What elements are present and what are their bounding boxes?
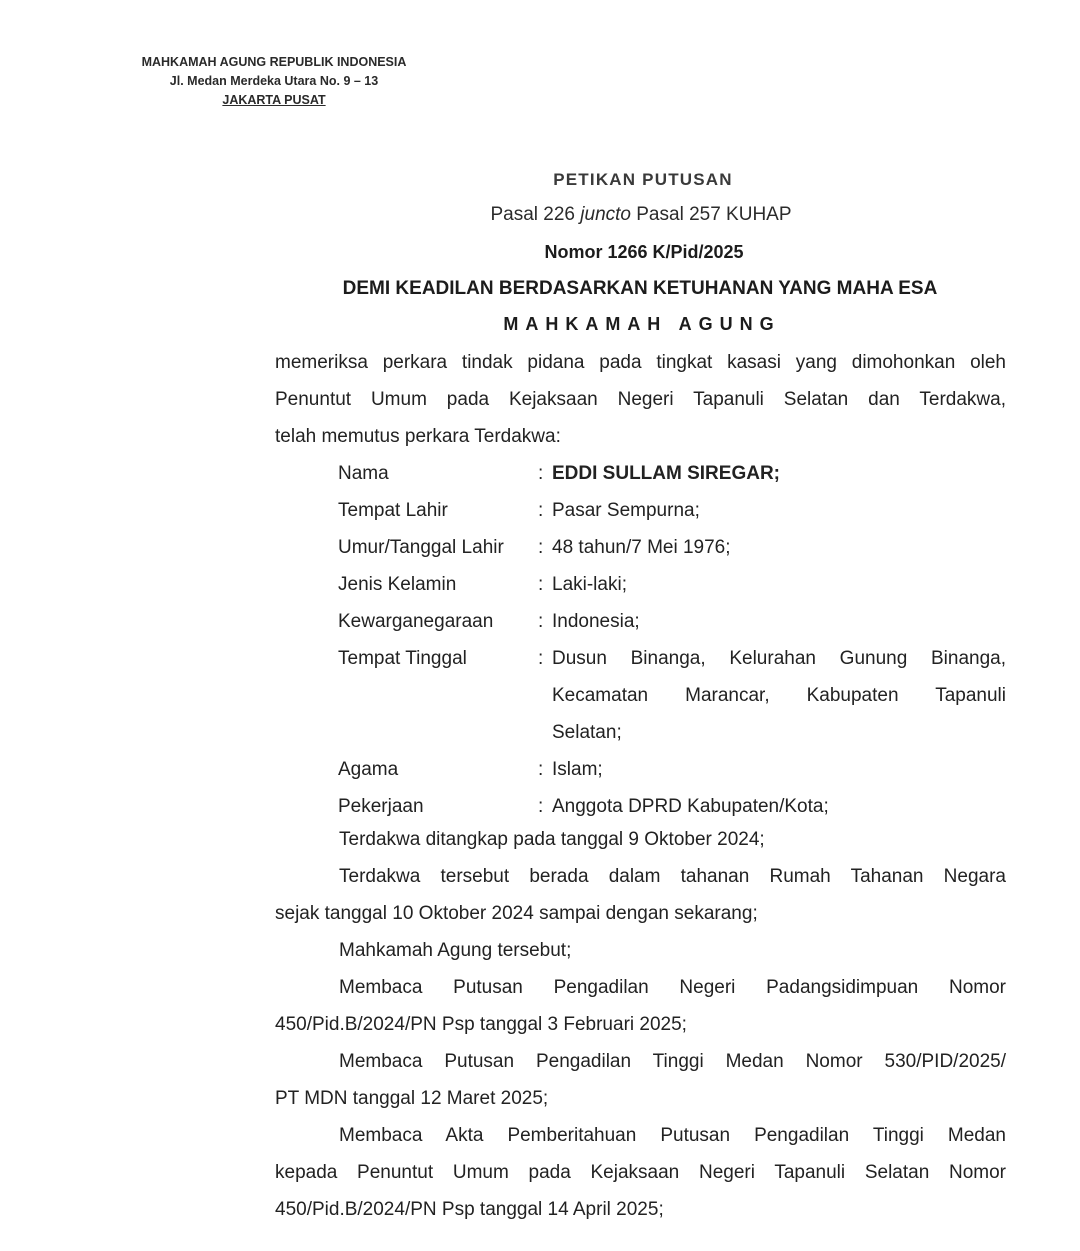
identity-row-citizenship xyxy=(338,603,1006,640)
reading-1-line-1: Membaca Putusan Pengadilan Negeri Padangsidimpuan Nomor xyxy=(339,977,1006,998)
letterhead-address: Jl. Medan Merdeka Utara No. 9 – 13 xyxy=(169,74,379,88)
reading-2-line-1: Membaca Putusan Pengadilan Tinggi Medan Nomor 530/PID/2025/ xyxy=(339,1051,1006,1072)
legal-basis xyxy=(101,204,1080,226)
identity-label: Agama xyxy=(338,759,399,780)
court-reference: Mahkamah Agung tersebut; xyxy=(339,940,572,961)
case-number: Nomor 1266 K/Pid/2025 xyxy=(544,242,744,262)
residence-line-1: Dusun Binanga, Kelurahan Gunung Binanga, xyxy=(552,648,1006,669)
intro-paragraph xyxy=(275,344,1006,455)
identity-colon: : xyxy=(538,648,544,669)
identity-value: 48 tahun/7 Mei 1976; xyxy=(552,537,731,558)
identity-row-occupation xyxy=(338,788,1006,825)
identity-value: Anggota DPRD Kabupaten/Kota; xyxy=(552,796,829,817)
identity-row-age xyxy=(338,529,1006,566)
identity-value: Islam; xyxy=(552,759,603,780)
identity-row-birthplace xyxy=(338,492,1006,529)
identity-label: Tempat Lahir xyxy=(338,500,448,521)
identity-colon: : xyxy=(538,759,544,780)
identity-row-religion xyxy=(338,751,1006,788)
identity-label: Kewarganegaraan xyxy=(338,611,494,632)
identity-colon: : xyxy=(538,463,544,484)
identity-colon: : xyxy=(538,574,544,595)
defendant-identity xyxy=(338,455,1006,825)
identity-value: Indonesia; xyxy=(552,611,640,632)
legal-basis-juncto: juncto xyxy=(580,204,631,225)
identity-colon: : xyxy=(538,796,544,817)
identity-colon: : xyxy=(538,611,544,632)
identity-value: Pasar Sempurna; xyxy=(552,500,700,521)
identity-value-residence xyxy=(552,640,1006,751)
identity-label: Tempat Tinggal xyxy=(338,648,467,669)
detention-line-1: Terdakwa tersebut berada dalam tahanan Rumah Tahanan Negara xyxy=(339,866,1006,887)
reading-3-line-2: kepada Penuntut Umum pada Kejaksaan Negeri Tapanuli Selatan Nomor xyxy=(275,1162,1006,1183)
justice-invocation: DEMI KEADILAN BERDASARKAN KETUHANAN YANG MAHA ESA xyxy=(342,278,938,299)
identity-row-residence xyxy=(338,640,1006,751)
identity-row-name xyxy=(338,455,1006,492)
reading-2-line-2: PT MDN tanggal 12 Maret 2025; xyxy=(275,1088,549,1109)
residence-line-3: Selatan; xyxy=(552,722,622,743)
court-name: MAHKAMAH AGUNG xyxy=(503,314,781,334)
document-title: PETIKAN PUTUSAN xyxy=(553,170,733,189)
letterhead-institution: MAHKAMAH AGUNG REPUBLIK INDONESIA xyxy=(141,55,407,69)
identity-value: Laki-laki; xyxy=(552,574,627,595)
legal-basis-pre: Pasal 226 xyxy=(490,204,581,225)
body-paragraphs xyxy=(275,821,1006,1228)
identity-row-sex xyxy=(338,566,1006,603)
reading-1-line-2: 450/Pid.B/2024/PN Psp tanggal 3 Februari 2025; xyxy=(275,1014,687,1035)
arrest-line: Terdakwa ditangkap pada tanggal 9 Oktober 2024; xyxy=(339,829,765,850)
reading-3-line-1: Membaca Akta Pemberitahuan Putusan Pengadilan Tinggi Medan xyxy=(339,1125,1006,1146)
intro-line-3: telah memutus perkara Terdakwa: xyxy=(275,426,561,447)
letterhead xyxy=(116,53,432,110)
identity-label: Jenis Kelamin xyxy=(338,574,457,595)
identity-label: Pekerjaan xyxy=(338,796,424,817)
reading-3-line-3: 450/Pid.B/2024/PN Psp tanggal 14 April 2025; xyxy=(275,1199,664,1220)
intro-line-2: Penuntut Umum pada Kejaksaan Negeri Tapanuli Selatan dan Terdakwa, xyxy=(275,389,1006,410)
letterhead-city: JAKARTA PUSAT xyxy=(222,93,326,107)
identity-label: Nama xyxy=(338,463,389,484)
intro-line-1: memeriksa perkara tindak pidana pada tingkat kasasi yang dimohonkan oleh xyxy=(275,352,1006,373)
identity-colon: : xyxy=(538,500,544,521)
identity-colon: : xyxy=(538,537,544,558)
identity-label: Umur/Tanggal Lahir xyxy=(338,537,504,558)
defendant-name: EDDI SULLAM SIREGAR; xyxy=(552,463,780,484)
legal-basis-post: Pasal 257 KUHAP xyxy=(630,204,792,225)
residence-line-2: Kecamatan Marancar, Kabupaten Tapanuli xyxy=(552,685,1006,706)
detention-line-2: sejak tanggal 10 Oktober 2024 sampai dengan sekarang; xyxy=(275,903,758,924)
